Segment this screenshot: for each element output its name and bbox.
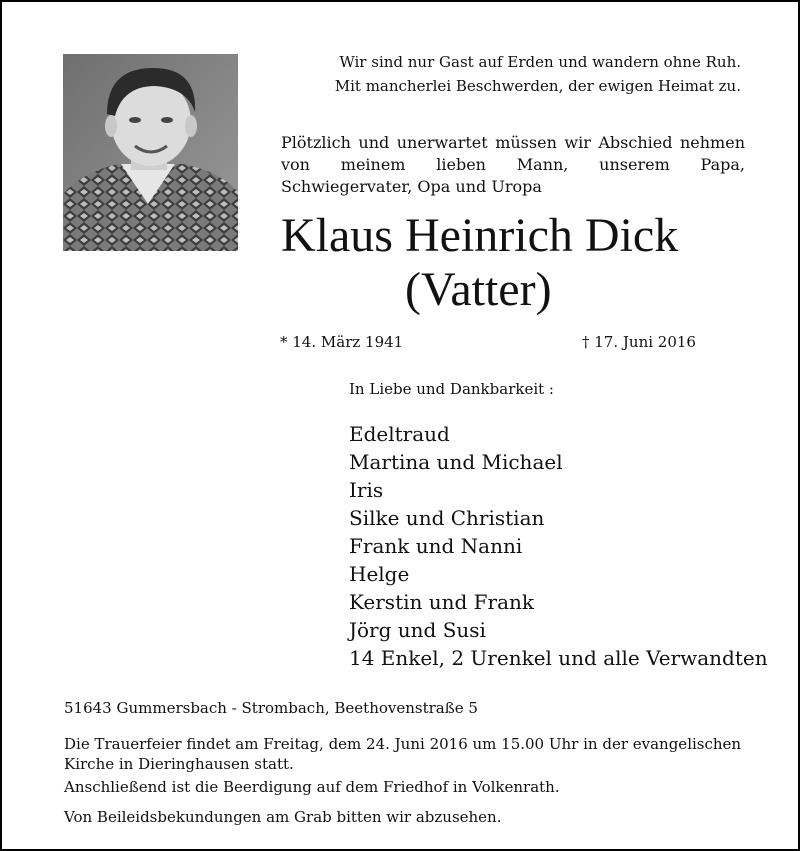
poem-line-2: Mit mancherlei Beschwerden, der ewigen Heimat zu. [334, 77, 741, 95]
mourners-heading: In Liebe und Dankbarkeit : [349, 380, 554, 398]
mourner-name: Silke und Christian [349, 506, 545, 530]
mourner-name: Jörg und Susi [349, 618, 486, 642]
portrait-photo [63, 54, 238, 251]
poem-line-1: Wir sind nur Gast auf Erden und wandern ohne Ruh. [339, 53, 741, 71]
mourner-name: Helge [349, 562, 410, 586]
deceased-name: Klaus Heinrich Dick [281, 209, 679, 262]
address: 51643 Gummersbach - Strombach, Beethovenstraße 5 [64, 699, 478, 717]
deceased-nickname: (Vatter) [405, 263, 552, 316]
mourner-name: Kerstin und Frank [349, 590, 535, 614]
mourner-name: Iris [349, 478, 384, 502]
birth-date: * 14. März 1941 [280, 333, 404, 351]
mourner-name: Frank und Nanni [349, 534, 523, 558]
intro-text: Plötzlich und unerwartet müssen wir Abschied nehmen von meinem lieben Mann, unserem Papa, Schwiegervater, Opa und Uropa [281, 133, 745, 196]
mourner-name: Edeltraud [349, 422, 450, 446]
burial-info: Anschließend ist die Beerdigung auf dem Friedhof in Volkenrath. [64, 778, 560, 796]
condolence-request: Von Beileidsbekundungen am Grab bitten wir abzusehen. [64, 808, 502, 826]
service-info: Die Trauerfeier findet am Freitag, dem 24. Juni 2016 um 15.00 Uhr in der evangelischen Kirche in Dieringhausen statt. [64, 735, 742, 773]
death-date: † 17. Juni 2016 [582, 333, 696, 351]
mourner-name: Martina und Michael [349, 450, 563, 474]
portrait-image [63, 54, 238, 251]
mourner-name: 14 Enkel, 2 Urenkel und alle Verwandten [349, 646, 768, 670]
